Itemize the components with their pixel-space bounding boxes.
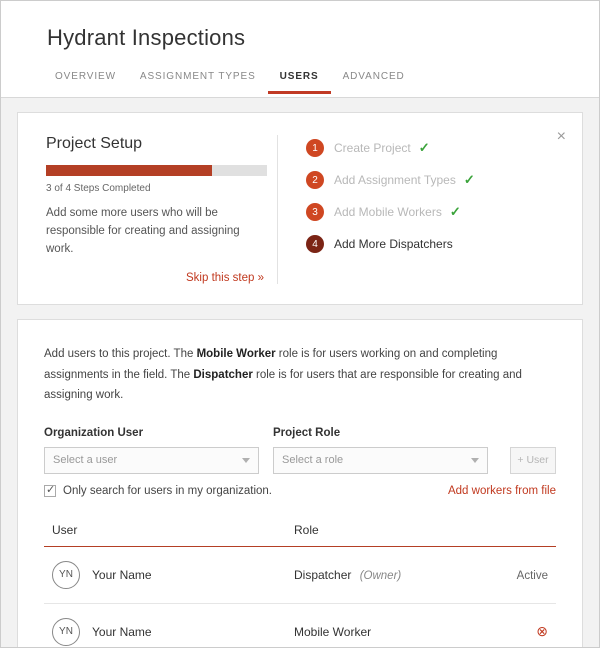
avatar: YN [52, 618, 80, 646]
column-header-user: User [44, 523, 294, 547]
user-cell [44, 546, 294, 603]
tab-overview[interactable]: OVERVIEW [55, 71, 116, 82]
user-cell [44, 603, 294, 648]
step-label: Add Mobile Workers [334, 205, 442, 219]
column-header-action [494, 523, 556, 547]
table-header-row [44, 523, 556, 547]
project-setup-card [17, 112, 583, 305]
role-cell [294, 603, 494, 648]
user-identity [52, 561, 294, 589]
setup-description: Add some more users who will be responsible for creating and assigning work. [46, 207, 240, 255]
step-number-badge: 4 [306, 235, 324, 253]
org-only-checkbox-row [44, 485, 556, 497]
close-icon[interactable]: × [556, 128, 566, 145]
project-role-label: Project Role [273, 426, 341, 439]
setup-progress-caption: 3 of 4 Steps Completed [46, 183, 151, 194]
users-table-head [44, 523, 556, 547]
org-only-checkbox[interactable] [44, 485, 56, 497]
intro-part-3: role is for users that are responsible for creating and assigning work. [44, 368, 522, 401]
users-table-body [44, 546, 556, 648]
role-value: Mobile Worker [294, 624, 372, 639]
intro-dispatcher: Dispatcher [193, 368, 253, 381]
organization-user-select[interactable] [44, 447, 259, 474]
organization-user-label: Organization User [44, 426, 144, 439]
add-user-button[interactable]: + User [510, 447, 556, 474]
project-setup-title: Project Setup [46, 135, 143, 152]
check-icon: ✓ [449, 204, 461, 219]
intro-part-2: role is for users working on and completing assignments in the field. The [44, 348, 498, 381]
setup-step-2 [306, 171, 564, 189]
project-setup-left [46, 135, 278, 284]
setup-step-3 [306, 203, 564, 221]
user-name: Your Name [92, 567, 152, 582]
project-role-field [273, 427, 488, 474]
tab-users[interactable]: USERS [268, 67, 331, 94]
tab-advanced[interactable]: ADVANCED [342, 71, 405, 82]
user-identity [52, 618, 294, 646]
step-label: Create Project [334, 141, 411, 155]
setup-progress-bar [46, 165, 267, 176]
action-cell [494, 603, 556, 648]
add-workers-from-file-link[interactable]: Add workers from file [447, 484, 556, 497]
users-card [17, 319, 583, 648]
intro-mobile-worker: Mobile Worker [196, 348, 276, 361]
page-title: Hydrant Inspections [47, 25, 246, 50]
check-icon: ✓ [418, 140, 430, 155]
step-number-badge: 1 [306, 139, 324, 157]
column-header-role: Role [294, 523, 494, 547]
check-icon: ✓ [463, 172, 475, 187]
table-row [44, 546, 556, 603]
users-intro-text [44, 344, 556, 404]
project-setup-body [18, 113, 582, 304]
step-number-badge: 3 [306, 203, 324, 221]
project-role-select[interactable] [273, 447, 488, 474]
users-body [18, 320, 582, 648]
organization-user-field [44, 427, 259, 474]
intro-part-1: Add users to this project. The [44, 348, 197, 361]
step-number-badge: 2 [306, 171, 324, 189]
role-cell [294, 546, 494, 603]
user-name: Your Name [92, 624, 152, 639]
org-only-checkbox-label: Only search for users in my organization. [63, 484, 273, 497]
step-label: Add Assignment Types [334, 173, 456, 187]
step-label: Add More Dispatchers [334, 237, 453, 251]
page-header [1, 1, 599, 98]
avatar: YN [52, 561, 80, 589]
tab-bar [43, 67, 599, 94]
skip-step-link[interactable]: Skip this step » [186, 272, 264, 285]
setup-step-4 [306, 235, 564, 253]
remove-user-icon[interactable]: ⊗ [536, 623, 548, 640]
setup-steps-list [278, 135, 564, 284]
users-table [44, 523, 556, 648]
chevron-down-icon [471, 458, 479, 463]
organization-user-value: Select a user [53, 454, 118, 467]
role-value: Dispatcher [294, 567, 352, 582]
add-user-form [44, 427, 556, 474]
status-cell [494, 546, 556, 603]
project-role-value: Select a role [282, 454, 344, 467]
owner-tag: (Owner) [359, 569, 402, 582]
setup-step-1 [306, 139, 564, 157]
setup-progress-fill [46, 165, 212, 176]
chevron-down-icon [242, 458, 250, 463]
status-badge: Active [516, 569, 548, 582]
tab-assignment-types[interactable]: ASSIGNMENT TYPES [139, 71, 256, 82]
table-row [44, 603, 556, 648]
